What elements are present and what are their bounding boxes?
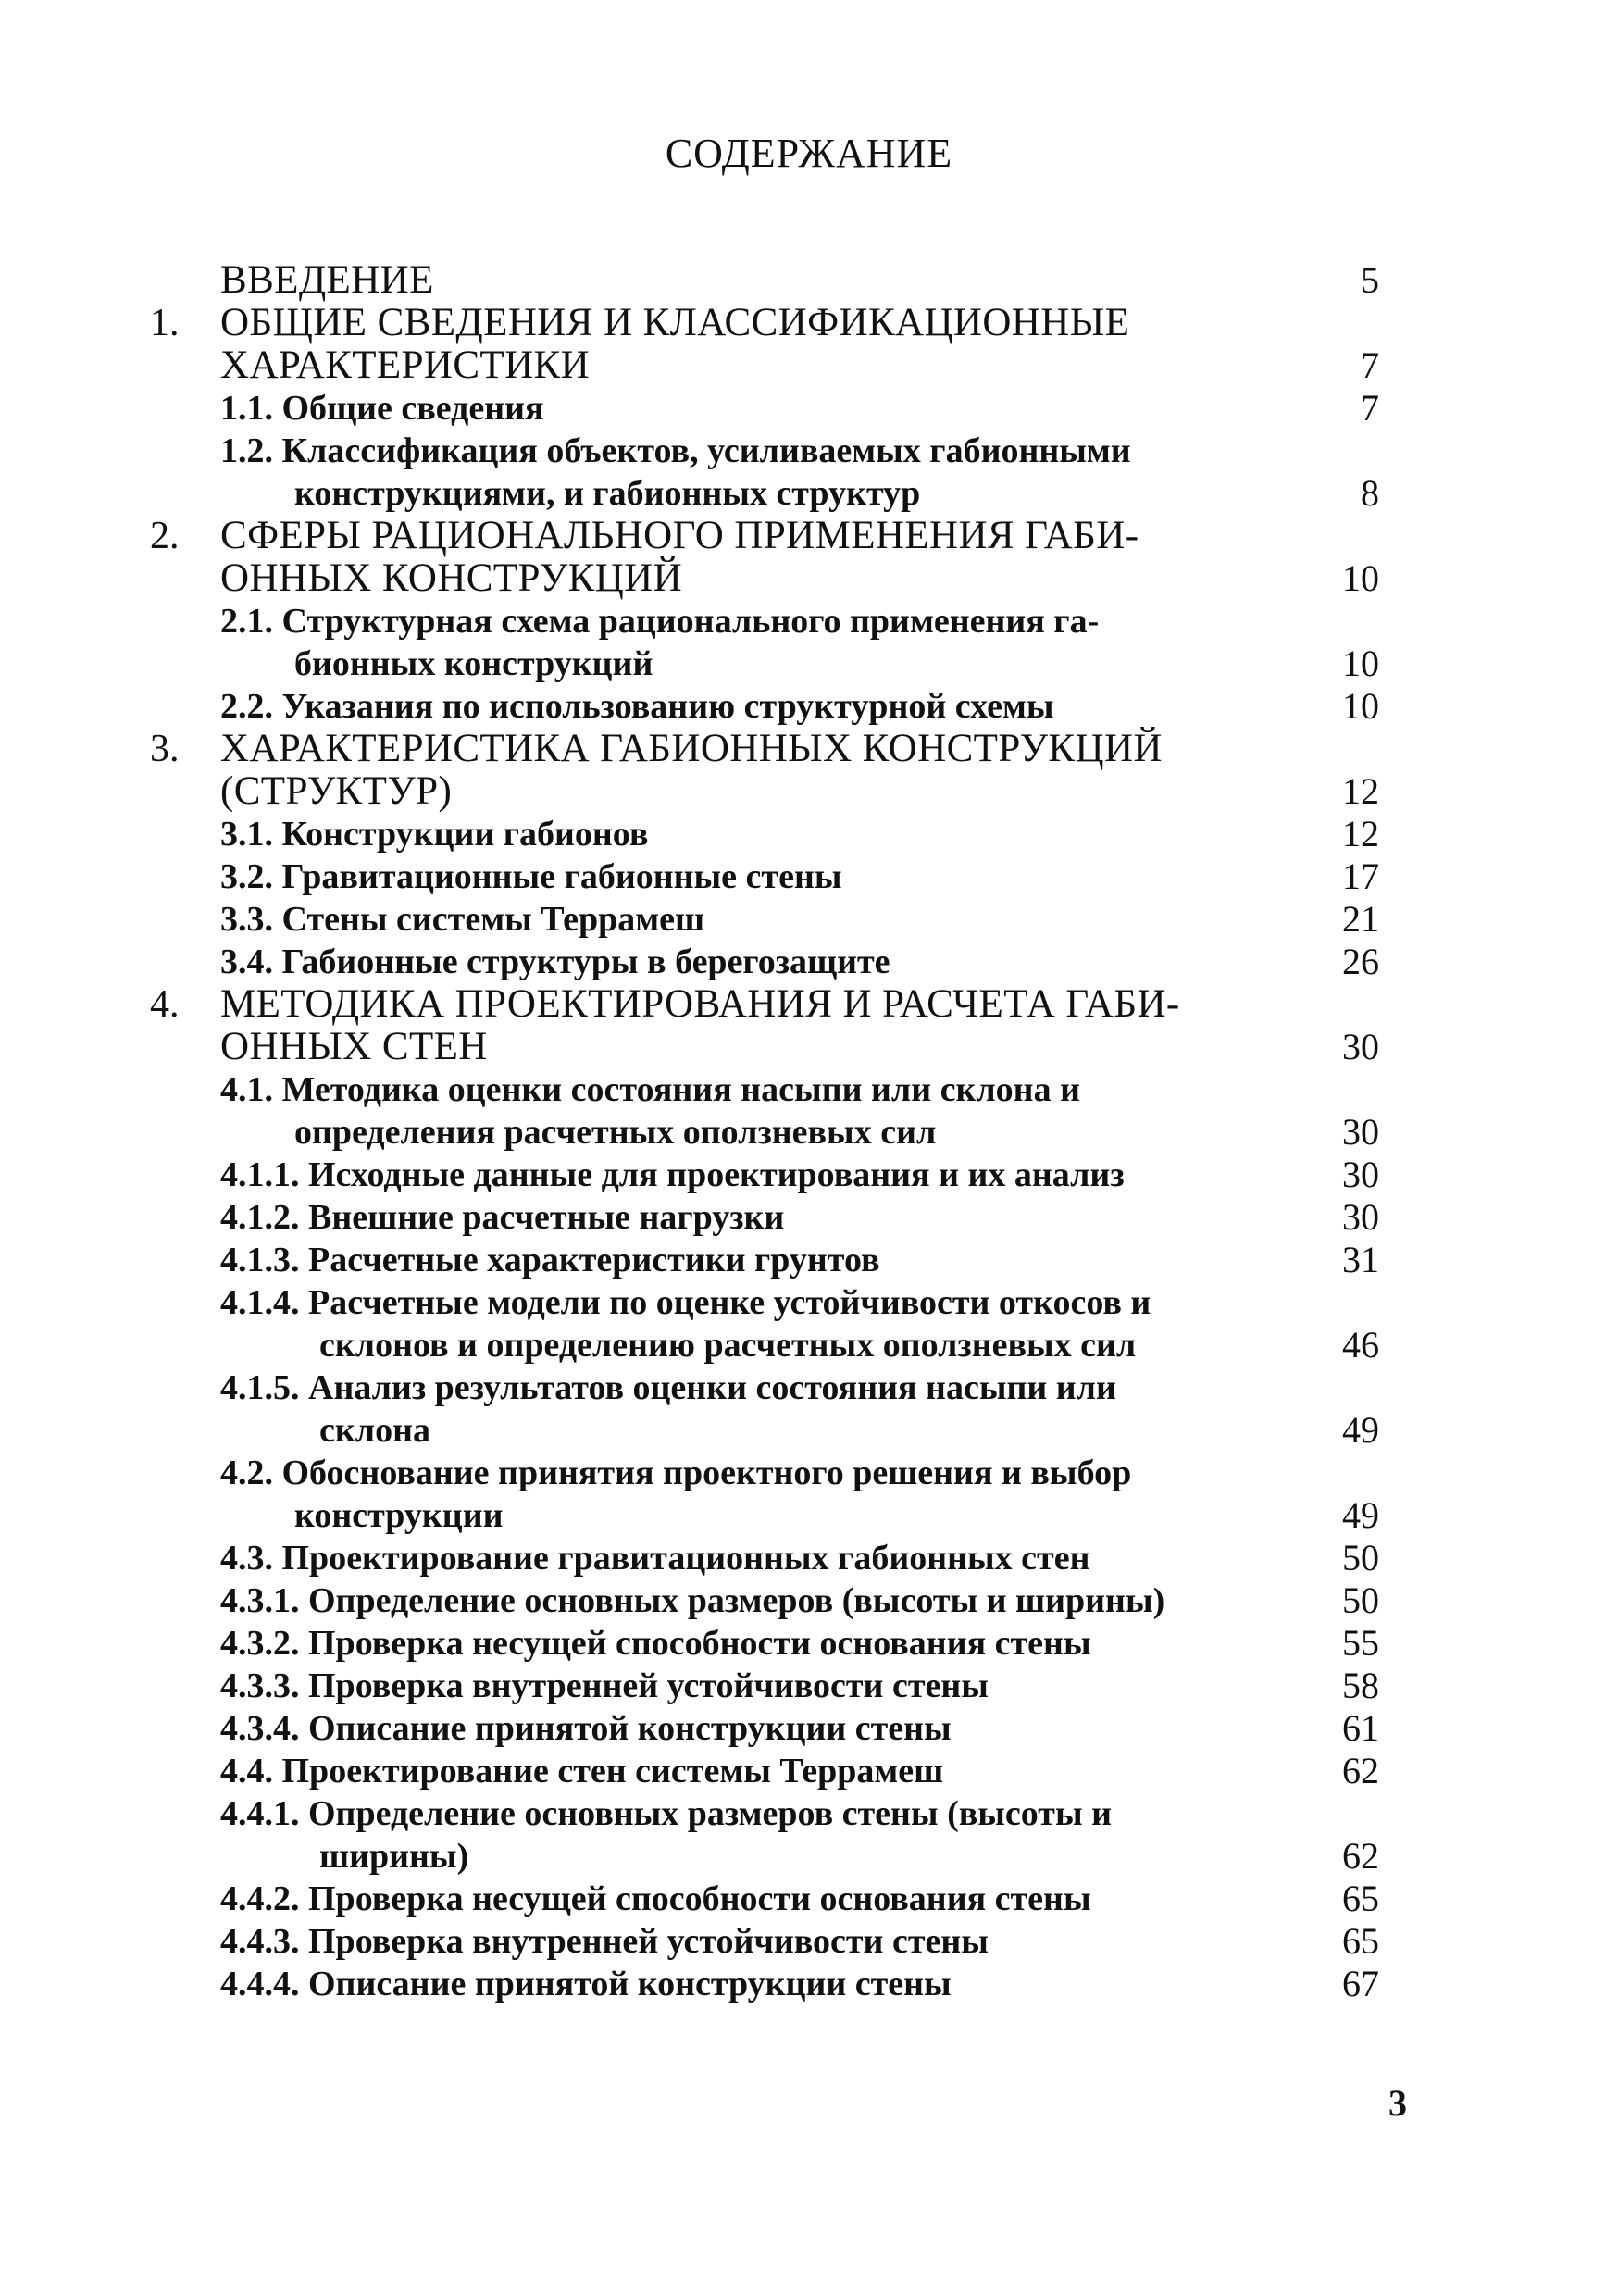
subsection-title: 4.3.2. Проверка несущей способности основания стены xyxy=(220,1624,1091,1663)
chapter-number: 4. xyxy=(150,983,180,1026)
toc-page-number: 5 xyxy=(1361,259,1379,301)
chapter-number: 1. xyxy=(150,302,180,344)
toc-line xyxy=(0,1707,1618,1750)
chapter-number: 2. xyxy=(150,515,180,557)
toc-line xyxy=(0,387,1618,430)
toc-line xyxy=(0,1154,1618,1196)
section-title: 3.3. Стены системы Террамеш xyxy=(220,900,705,939)
toc-line xyxy=(0,1622,1618,1665)
chapter-title: ХАРАКТЕРИСТИКИ xyxy=(220,343,591,387)
toc-line xyxy=(0,1494,1618,1537)
toc-page-number: 30 xyxy=(1342,1026,1379,1067)
toc-line xyxy=(0,302,1618,344)
toc-line xyxy=(0,600,1618,643)
toc-line xyxy=(0,728,1618,770)
toc-line xyxy=(0,1579,1618,1622)
subsection-title: 4.3.4. Описание принятой конструкции стены xyxy=(220,1709,952,1748)
toc-page-number: 7 xyxy=(1361,387,1379,429)
toc-line xyxy=(0,1665,1618,1707)
toc-page-number: 7 xyxy=(1361,344,1379,386)
toc-line xyxy=(0,515,1618,557)
chapter-title: ХАРАКТЕРИСТИКА ГАБИОННЫХ КОНСТРУКЦИЙ xyxy=(220,727,1163,770)
toc-line xyxy=(0,643,1618,685)
toc-line xyxy=(0,1068,1618,1111)
section-title: 2.2. Указания по использованию структурной схемы xyxy=(220,687,1054,726)
section-title: 4.4. Проектирование стен системы Террамеш xyxy=(220,1752,944,1791)
toc-page-number: 31 xyxy=(1342,1239,1379,1280)
toc-line xyxy=(0,472,1618,515)
toc-line xyxy=(0,1366,1618,1409)
toc-line xyxy=(0,813,1618,855)
toc-page-number: 17 xyxy=(1342,855,1379,897)
toc-page-number: 26 xyxy=(1342,941,1379,982)
chapter-title: СФЕРЫ РАЦИОНАЛЬНОГО ПРИМЕНЕНИЯ ГАБИ- xyxy=(220,514,1139,557)
subsection-title: 4.4.4. Описание принятой конструкции стены xyxy=(220,1965,952,2003)
toc-line xyxy=(0,1111,1618,1154)
subsection-title: 4.1.5. Анализ результатов оценки состояния насыпи или xyxy=(220,1368,1116,1407)
toc-page-number: 30 xyxy=(1342,1111,1379,1153)
chapter-title: ОННЫХ КОНСТРУКЦИЙ xyxy=(220,556,683,600)
toc-line xyxy=(0,259,1618,302)
toc-line xyxy=(0,983,1618,1026)
toc-page-number: 65 xyxy=(1342,1878,1379,1919)
toc-line xyxy=(0,685,1618,728)
toc-line xyxy=(0,1537,1618,1579)
subsection-title: 4.1.4. Расчетные модели по оценке устойчивости откосов и xyxy=(220,1283,1151,1322)
toc-line xyxy=(0,855,1618,898)
toc-line xyxy=(0,1452,1618,1494)
subsection-title: ширины) xyxy=(319,1837,469,1876)
toc-line xyxy=(0,1792,1618,1835)
section-title: 3.4. Габионные структуры в берегозащите xyxy=(220,942,890,981)
toc-page-number: 12 xyxy=(1342,813,1379,855)
page-title: СОДЕРЖАНИЕ xyxy=(665,131,953,176)
toc-line xyxy=(0,1963,1618,2005)
toc-page-number: 62 xyxy=(1342,1835,1379,1877)
toc-line xyxy=(0,1281,1618,1324)
subsection-title: 4.4.2. Проверка несущей способности основания стены xyxy=(220,1879,1091,1918)
section-title: 1.1. Общие сведения xyxy=(220,389,544,428)
subsection-title: склонов и определению расчетных оползневых сил xyxy=(319,1326,1137,1365)
toc-line xyxy=(0,1196,1618,1239)
toc-line xyxy=(0,557,1618,600)
toc-page-number: 67 xyxy=(1342,1963,1379,2004)
toc-line xyxy=(0,1026,1618,1068)
toc-page-number: 21 xyxy=(1342,898,1379,940)
toc-page-number: 10 xyxy=(1342,685,1379,727)
subsection-title: склона xyxy=(319,1411,430,1450)
toc-line xyxy=(0,1878,1618,1920)
toc-line xyxy=(0,898,1618,941)
chapter-title: ОННЫХ СТЕН xyxy=(220,1025,488,1068)
toc-line xyxy=(0,1835,1618,1878)
chapter-title: ВВЕДЕНИЕ xyxy=(220,258,434,302)
toc-page-number: 50 xyxy=(1342,1579,1379,1621)
section-title: 3.2. Гравитационные габионные стены xyxy=(220,857,842,896)
toc-page-number: 30 xyxy=(1342,1154,1379,1195)
toc-page-number: 49 xyxy=(1342,1494,1379,1536)
toc-line xyxy=(0,430,1618,472)
section-title: 3.1. Конструкции габионов xyxy=(220,815,649,854)
section-title: конструкциями, и габионных структур xyxy=(294,474,921,513)
toc-line xyxy=(0,1409,1618,1452)
subsection-title: 4.3.3. Проверка внутренней устойчивости стены xyxy=(220,1666,989,1705)
section-title: 1.2. Классификация объектов, усиливаемых габионными xyxy=(220,431,1131,470)
toc-page-number: 55 xyxy=(1342,1622,1379,1664)
page-number: 3 xyxy=(1388,2082,1407,2124)
toc-page-number: 8 xyxy=(1361,472,1379,514)
toc-page-number: 65 xyxy=(1342,1920,1379,1962)
toc-page-number: 58 xyxy=(1342,1665,1379,1706)
subsection-title: 4.1.3. Расчетные характеристики грунтов xyxy=(220,1241,880,1279)
toc-line xyxy=(0,770,1618,813)
section-title: 4.1. Методика оценки состояния насыпи или склона и xyxy=(220,1070,1080,1109)
chapter-number: 3. xyxy=(150,728,180,770)
toc-page-number: 30 xyxy=(1342,1196,1379,1238)
toc-page-number: 50 xyxy=(1342,1537,1379,1578)
section-title: конструкции xyxy=(294,1496,504,1535)
chapter-title: (СТРУКТУР) xyxy=(220,769,453,813)
section-title: определения расчетных оползневых сил xyxy=(294,1113,937,1152)
subsection-title: 4.4.3. Проверка внутренней устойчивости стены xyxy=(220,1922,989,1961)
section-title: 4.3. Проектирование гравитационных габионных стен xyxy=(220,1539,1090,1578)
toc-page-number: 46 xyxy=(1342,1324,1379,1366)
toc-page-number: 12 xyxy=(1342,770,1379,812)
toc-line xyxy=(0,1239,1618,1281)
toc-page-number: 62 xyxy=(1342,1750,1379,1791)
toc-line xyxy=(0,1750,1618,1792)
section-title: 2.1. Структурная схема рационального применения га- xyxy=(220,602,1100,641)
toc-line xyxy=(0,941,1618,983)
subsection-title: 4.4.1. Определение основных размеров стены (высоты и xyxy=(220,1794,1113,1833)
subsection-title: 4.1.1. Исходные данные для проектирования и их анализ xyxy=(220,1155,1125,1194)
table-of-contents xyxy=(0,259,1618,2005)
subsection-title: 4.1.2. Внешние расчетные нагрузки xyxy=(220,1198,785,1237)
toc-page-number: 10 xyxy=(1342,557,1379,599)
section-title: бионных конструкций xyxy=(294,644,653,683)
toc-line xyxy=(0,1920,1618,1963)
section-title: 4.2. Обоснование принятия проектного решения и выбор xyxy=(220,1454,1132,1492)
toc-page-number: 10 xyxy=(1342,643,1379,684)
chapter-title: ОБЩИЕ СВЕДЕНИЯ И КЛАССИФИКАЦИОННЫЕ xyxy=(220,301,1130,344)
toc-page-number: 61 xyxy=(1342,1707,1379,1749)
toc-page-number: 49 xyxy=(1342,1409,1379,1451)
toc-line xyxy=(0,1324,1618,1366)
subsection-title: 4.3.1. Определение основных размеров (высоты и ширины) xyxy=(220,1581,1165,1620)
toc-line xyxy=(0,344,1618,387)
chapter-title: МЕТОДИКА ПРОЕКТИРОВАНИЯ И РАСЧЕТА ГАБИ- xyxy=(220,982,1180,1026)
